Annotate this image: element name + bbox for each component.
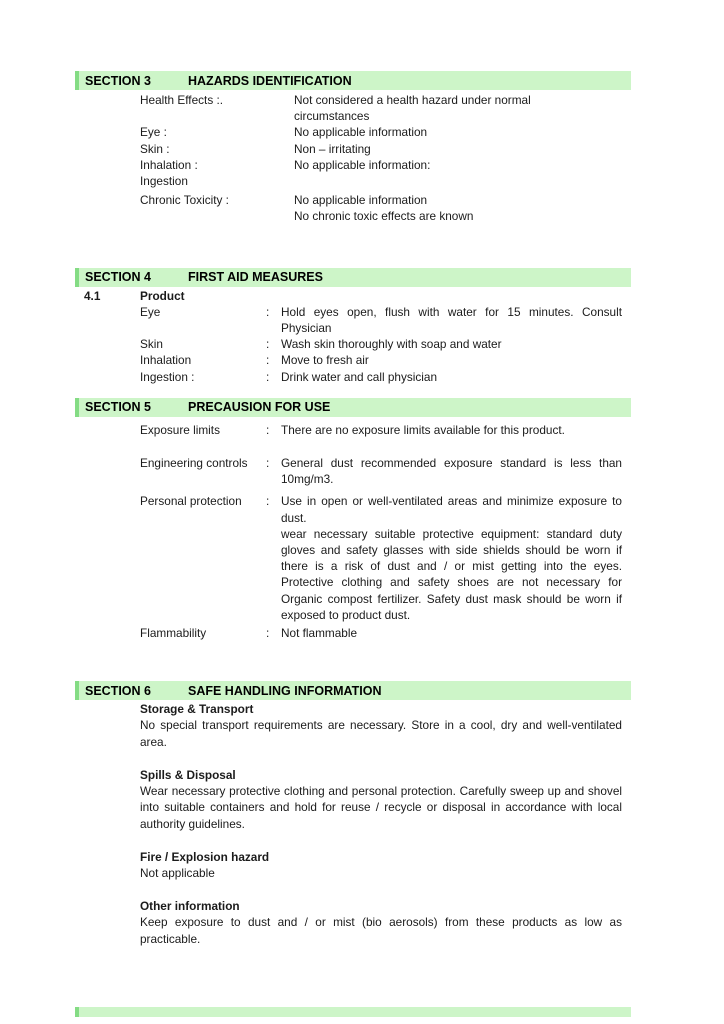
row-label: Ingestion : [140, 369, 195, 384]
row-label: Inhalation [140, 353, 192, 368]
block-fire-explosion [75, 849, 622, 881]
row-value [294, 192, 562, 224]
row-label: Personal protection [140, 494, 242, 509]
row-engineering-controls [75, 455, 631, 487]
row-value [294, 173, 562, 189]
row-skin-firstaid [75, 336, 631, 352]
section5-body [75, 417, 631, 641]
row-value: No applicable information [294, 125, 428, 140]
block-body: Keep exposure to dust and / or mist (bio aerosols) from these products as low as practicable. [140, 915, 622, 946]
colon-separator: : [266, 369, 270, 384]
colon-separator: : [266, 494, 270, 509]
row-label: Exposure limits [140, 422, 220, 437]
section4-body [75, 287, 631, 385]
colon-separator: : [266, 626, 270, 641]
block-storage-transport [75, 701, 622, 750]
block-heading: Other information [140, 899, 240, 914]
row-value: Move to fresh air [281, 353, 369, 368]
document-content [75, 71, 631, 947]
section3-header [75, 71, 631, 90]
row-label: Eye : [140, 125, 167, 140]
row-exposure-limits [75, 422, 631, 438]
section3-body [75, 90, 631, 225]
subsection-product [75, 288, 631, 304]
block-other-information [75, 898, 622, 947]
colon-separator: : [266, 353, 270, 368]
row-ingestion-firstaid [75, 369, 631, 385]
row-value: General dust recommended exposure standard is less than 10mg/m3. [281, 456, 622, 487]
row-value: Not flammable [281, 626, 358, 641]
section3-title: HAZARDS IDENTIFICATION [188, 73, 352, 88]
section4-header [75, 268, 631, 287]
row-label: Engineering controls [140, 456, 248, 471]
row-label: Inhalation : [140, 157, 198, 172]
row-label: Chronic Toxicity : [140, 193, 229, 208]
colon-separator: : [266, 456, 270, 471]
colon-separator: : [266, 422, 270, 437]
row-skin [75, 141, 631, 157]
section3-number: SECTION 3 [85, 73, 151, 88]
block-heading: Spills & Disposal [140, 767, 236, 782]
block-heading: Fire / Explosion hazard [140, 849, 270, 864]
row-label: Health Effects :. [140, 93, 224, 107]
row-personal-protection [75, 493, 631, 525]
subsection-title: Product [140, 288, 185, 303]
row-value-line2: No chronic toxic effects are known [294, 209, 474, 224]
row-label: Eye [140, 304, 161, 319]
row-ingestion [75, 173, 631, 189]
section6-title: SAFE HANDLING INFORMATION [188, 683, 382, 698]
row-value: Hold eyes open, flush with water for 15 minutes. Consult Physician [281, 304, 622, 336]
row-chronic-toxicity [75, 189, 631, 224]
section5-title: PRECAUSION FOR USE [188, 400, 331, 415]
colon-separator: : [266, 304, 270, 319]
next-section-header-partial [75, 1007, 631, 1017]
row-eye [75, 124, 631, 140]
row-label: Skin [140, 337, 163, 352]
section5-number: SECTION 5 [85, 400, 151, 415]
section6-body [75, 700, 631, 946]
row-inhalation-firstaid [75, 352, 631, 368]
section5-header [75, 398, 631, 417]
row-eye-firstaid [75, 304, 631, 336]
section4-number: SECTION 4 [85, 270, 151, 285]
row-value: Not considered a health hazard under normal circumstances [294, 93, 531, 124]
section6-number: SECTION 6 [85, 683, 151, 698]
row-health-effects [75, 92, 631, 124]
row-value-line1: No applicable information [294, 193, 428, 208]
personal-protection-extra-paragraph: wear necessary suitable protective equipment: standard duty gloves and safety glasses with side shields should be worn if there is a risk of dust and / or mist getting into the eyes. Protective clothing and safety shoes are not necessary for Organic compost fertilizer. Safety dust mask should be worn if exposed to product dust. [281, 526, 622, 622]
colon-separator: : [266, 337, 270, 352]
row-value: Drink water and call physician [281, 369, 438, 384]
row-flammability [75, 625, 631, 641]
block-spills-disposal [75, 767, 622, 832]
section4-title: FIRST AID MEASURES [188, 270, 323, 285]
row-label: Flammability [140, 626, 207, 641]
block-body: Not applicable [140, 865, 215, 880]
block-body: Wear necessary protective clothing and personal protection. Carefully sweep up and shovel into suitable containers and hold for reuse / recycle or disposal in accordance with local authority guidelines. [140, 784, 622, 831]
row-inhalation [75, 157, 631, 173]
block-body: No special transport requirements are necessary. Store in a cool, dry and well-ventilated area. [140, 718, 622, 749]
subsection-number: 4.1 [84, 288, 101, 303]
row-label: Skin : [140, 141, 170, 156]
section6-header [75, 681, 631, 700]
row-value: There are no exposure limits available for this product. [281, 422, 565, 437]
row-value: Wash skin thoroughly with soap and water [281, 337, 502, 352]
block-heading: Storage & Transport [140, 702, 254, 717]
row-value: Non – irritating [294, 141, 371, 156]
row-label: Ingestion [140, 174, 188, 189]
row-value: No applicable information: [294, 157, 431, 172]
row-value: Use in open or well-ventilated areas and minimize exposure to dust. [281, 494, 622, 525]
